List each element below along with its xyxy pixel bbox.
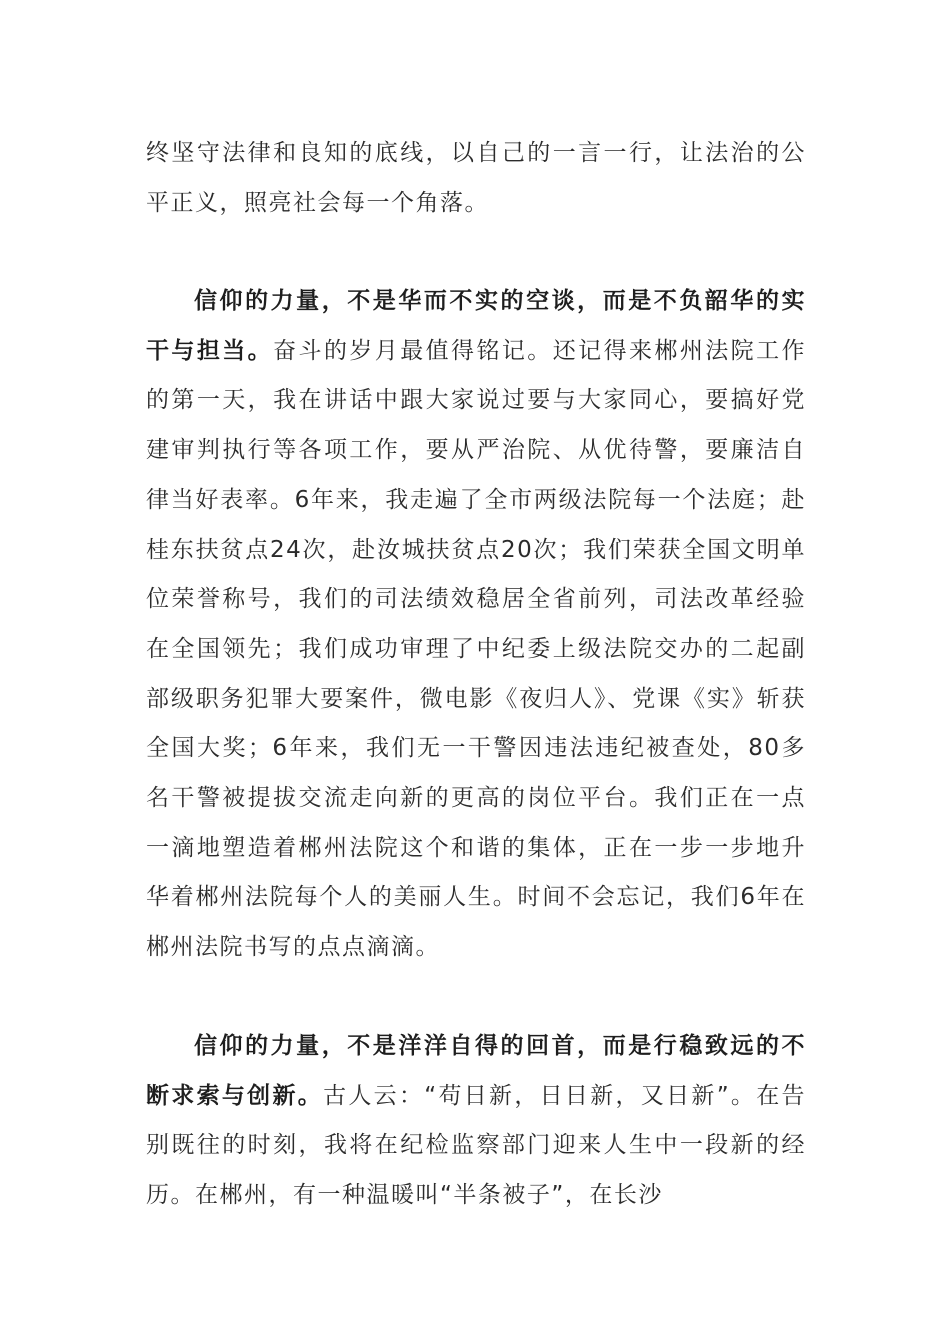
paragraph-faith-practice (146, 277, 806, 973)
paragraph-lead-bold: 信仰的力量，不是华而不实的空谈，而是不负韶华的实干与担当。 (146, 288, 806, 364)
paragraph-text: 奋斗的岁月最值得铭记。还记得来郴州法院工作的第一天，我在讲话中跟大家说过要与大家同心，要搞好党建审判执行等各项工作，要从严治院、从优待警，要廉洁自律当好表率。6年来，我走遍了全市两级法院每一个法庭；赴桂东扶贫点24次，赴汝城扶贫点20次；我们荣获全国文明单位荣誉称号，我们的司法绩效稳居全省前列，司法改革经验在全国领先；我们成功审理了中纪委上级法院交办的二起副部级职务犯罪大要案件，微电影《夜归人》、党课《实》斩获全国大奖；6年来，我们无一干警因违法违纪被查处，80多名干警被提拔交流走向新的更高的岗位平台。我们正在一点一滴地塑造着郴州法院这个和谐的集体，正在一步一步地升华着郴州法院每个人的美丽人生。时间不会忘记，我们6年在郴州法院书写的点点滴滴。 (146, 337, 807, 961)
paragraph-text: 终坚守法律和良知的底线，以自己的一言一行，让法治的公平正义，照亮社会每一个角落。 (146, 140, 806, 216)
paragraph-faith-innovation (146, 1022, 806, 1221)
paragraph-text: 古人云：“苟日新，日日新，又日新”。在告别既往的时刻，我将在纪检监察部门迎来人生中一段新的经历。在郴州，有一种温暖叫“半条被子”，在长沙 (146, 1082, 806, 1209)
paragraph-lead-bold: 信仰的力量，不是洋洋自得的回首，而是行稳致远的不断求索与创新。 (146, 1033, 806, 1109)
paragraph-continuation (146, 129, 806, 228)
